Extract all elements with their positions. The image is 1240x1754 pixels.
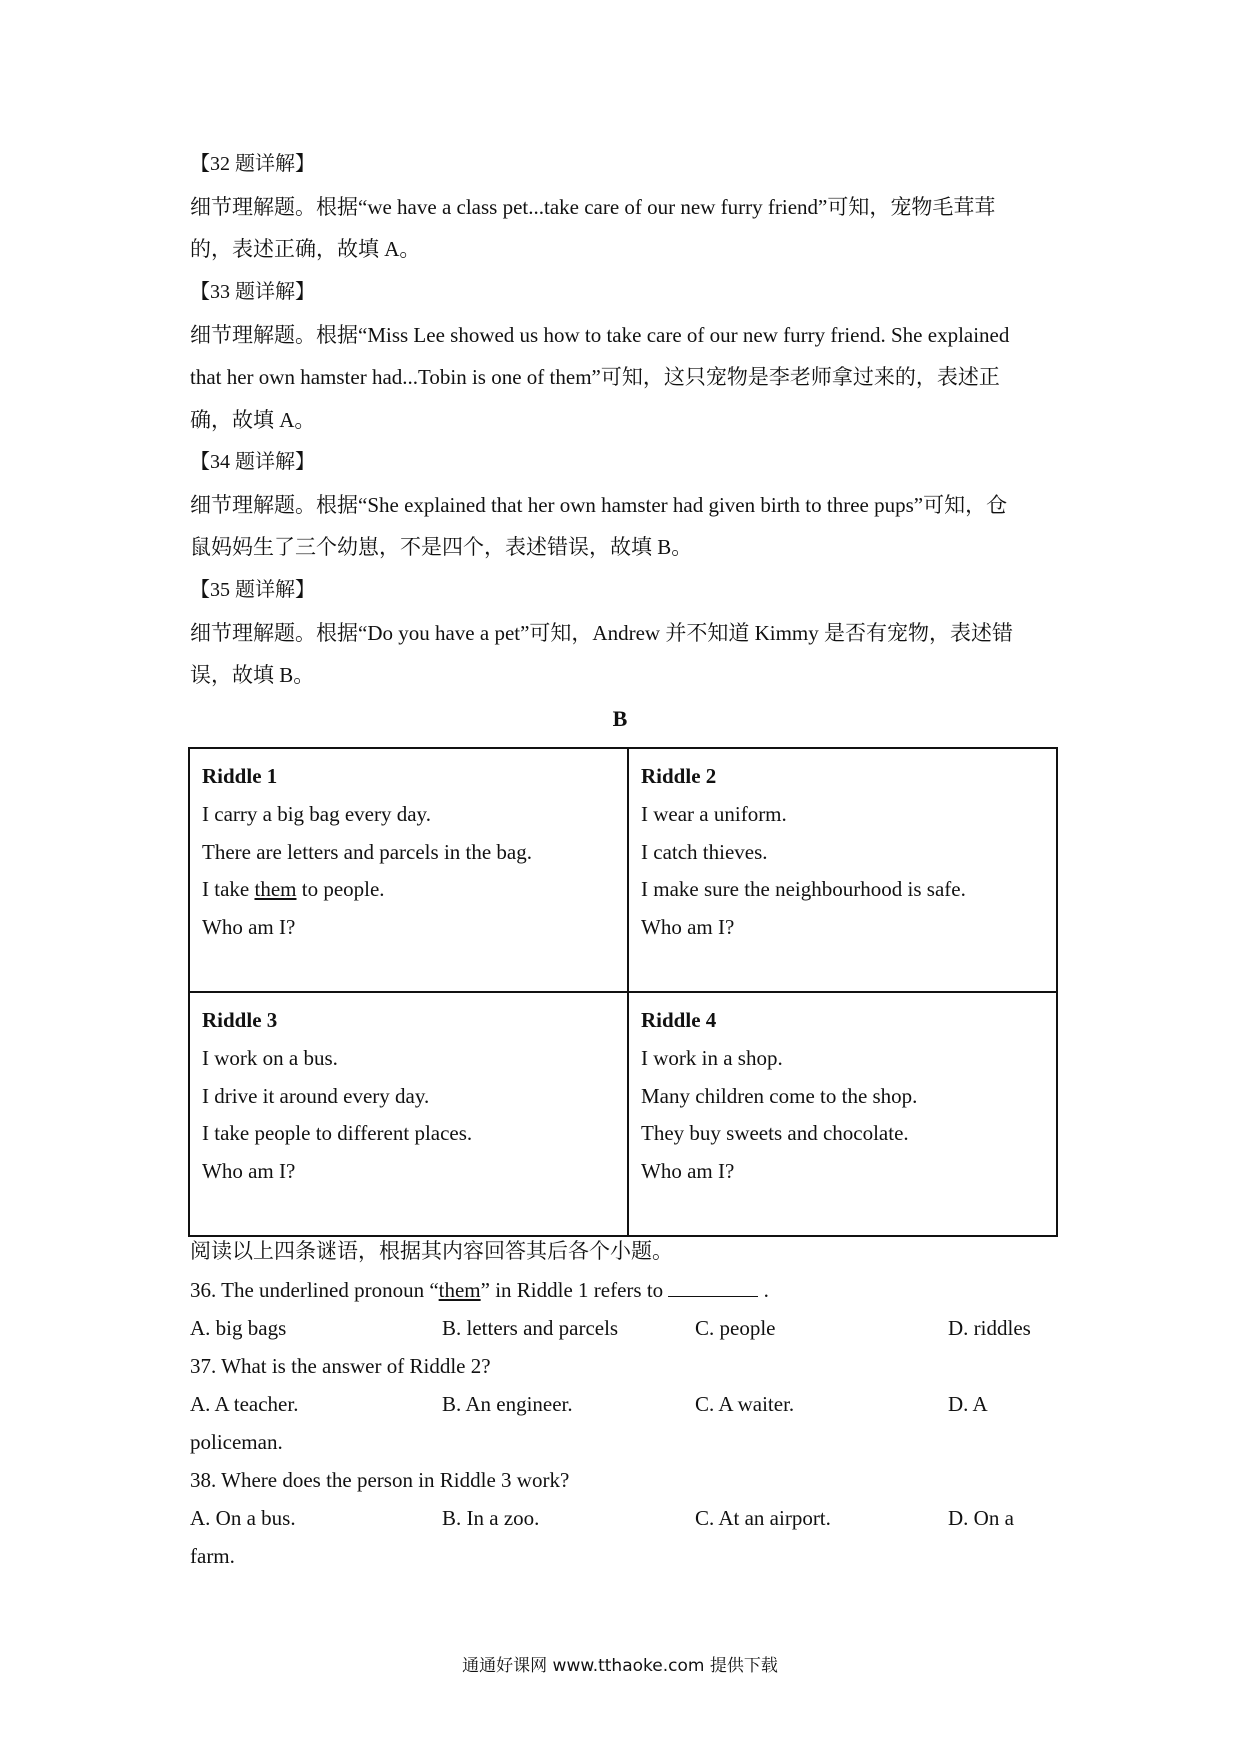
riddle-1-question: Who am I?: [202, 915, 296, 940]
q37-option-d-wrap: policeman.: [190, 1430, 283, 1454]
q36-option-d: D. riddles: [948, 1316, 1031, 1340]
q38-option-a: A. On a bus.: [190, 1506, 296, 1530]
q38-option-b: B. In a zoo.: [442, 1506, 540, 1530]
explanation-33-line-3: 确，故填 A。: [190, 408, 316, 432]
riddle-1-line-3: [202, 871, 615, 909]
question-38: 38. Where does the person in Riddle 3 work?: [190, 1468, 570, 1492]
riddle-4-line-1: I work in a shop.: [641, 1045, 783, 1070]
question-36-underlined: them: [438, 1278, 481, 1302]
riddle-3-line-3: I take people to different places.: [202, 1121, 473, 1146]
riddle-2-title: Riddle 2: [641, 764, 717, 788]
riddle-2-cell: [628, 748, 1057, 992]
riddle-1-line-3-pre: I take: [202, 877, 255, 902]
q38-option-d-wrap: farm.: [190, 1544, 235, 1568]
q37-option-d: D. A: [948, 1392, 988, 1416]
question-36: [190, 1276, 769, 1304]
answer-blank: [668, 1276, 758, 1297]
q36-option-c: C. people: [695, 1316, 776, 1340]
question-37: 37. What is the answer of Riddle 2?: [190, 1354, 491, 1378]
riddle-2-line-2: I catch thieves.: [641, 839, 768, 864]
riddle-3-line-2: I drive it around every day.: [202, 1083, 430, 1108]
riddle-3-line-1: I work on a bus.: [202, 1045, 338, 1070]
explanation-32-header: 【32 题详解】: [190, 153, 315, 175]
riddle-4-question: Who am I?: [641, 1159, 735, 1184]
explanation-35-line-1: 细节理解题。根据“Do you have a pet”可知，Andrew 并不知道 Kimmy 是否有宠物，表述错: [190, 621, 1013, 645]
riddle-3-title: Riddle 3: [202, 1008, 278, 1032]
q36-option-a: A. big bags: [190, 1316, 287, 1340]
question-36-end: .: [758, 1278, 769, 1302]
riddle-2-line-3: I make sure the neighbourhood is safe.: [641, 877, 966, 902]
explanation-33-line-1: 细节理解题。根据“Miss Lee showed us how to take care of our new furry friend. She explained: [190, 323, 1010, 347]
explanation-34-line-1: 细节理解题。根据“She explained that her own hamster had given birth to three pups”可知，仓: [190, 493, 1008, 517]
footer-source: 通通好课网 www.tthaoke.com 提供下载: [462, 1656, 778, 1676]
riddle-1-line-3-post: to people.: [296, 877, 385, 902]
section-title: B: [612, 706, 628, 731]
explanation-32-line-1: 细节理解题。根据“we have a class pet...take care of our new furry friend”可知，宠物毛茸茸: [190, 195, 996, 219]
riddle-4-title: Riddle 4: [641, 1008, 717, 1032]
riddle-2-question: Who am I?: [641, 915, 735, 940]
explanation-33-line-2: that her own hamster had...Tobin is one of them”可知，这只宠物是李老师拿过来的，表述正: [190, 365, 1000, 389]
riddle-3-cell: [189, 992, 628, 1236]
riddle-1-title: Riddle 1: [202, 764, 278, 788]
explanation-33-header: 【33 题详解】: [190, 281, 315, 303]
q37-option-a: A. A teacher.: [190, 1392, 299, 1416]
riddle-4-line-2: Many children come to the shop.: [641, 1083, 918, 1108]
explanation-32-line-2: 的，表述正确，故填 A。: [190, 237, 421, 261]
riddle-3-question: Who am I?: [202, 1159, 296, 1184]
underlined-pronoun: them: [254, 877, 297, 902]
riddle-4-cell: [628, 992, 1057, 1236]
explanation-35-header: 【35 题详解】: [190, 579, 315, 601]
question-36-pre: 36. The underlined pronoun “: [190, 1278, 439, 1302]
riddle-1-line-2: There are letters and parcels in the bag.: [202, 839, 533, 864]
q36-option-b: B. letters and parcels: [442, 1316, 619, 1340]
q38-option-c: C. At an airport.: [695, 1506, 831, 1530]
q37-option-b: B. An engineer.: [442, 1392, 573, 1416]
q38-option-d: D. On a: [948, 1506, 1014, 1530]
explanation-34-header: 【34 题详解】: [190, 451, 315, 473]
riddle-1-cell: [189, 748, 628, 992]
question-36-post: ” in Riddle 1 refers to: [480, 1278, 669, 1302]
q37-option-c: C. A waiter.: [695, 1392, 795, 1416]
explanation-34-line-2: 鼠妈妈生了三个幼崽，不是四个，表述错误，故填 B。: [190, 535, 693, 559]
riddle-1-line-1: I carry a big bag every day.: [202, 801, 431, 826]
riddle-2-line-1: I wear a uniform.: [641, 801, 787, 826]
instruction: 阅读以上四条谜语，根据其内容回答其后各个小题。: [190, 1239, 673, 1263]
riddles-table: [188, 747, 1058, 1237]
riddle-4-line-3: They buy sweets and chocolate.: [641, 1121, 909, 1146]
explanation-35-line-2: 误，故填 B。: [190, 663, 315, 687]
